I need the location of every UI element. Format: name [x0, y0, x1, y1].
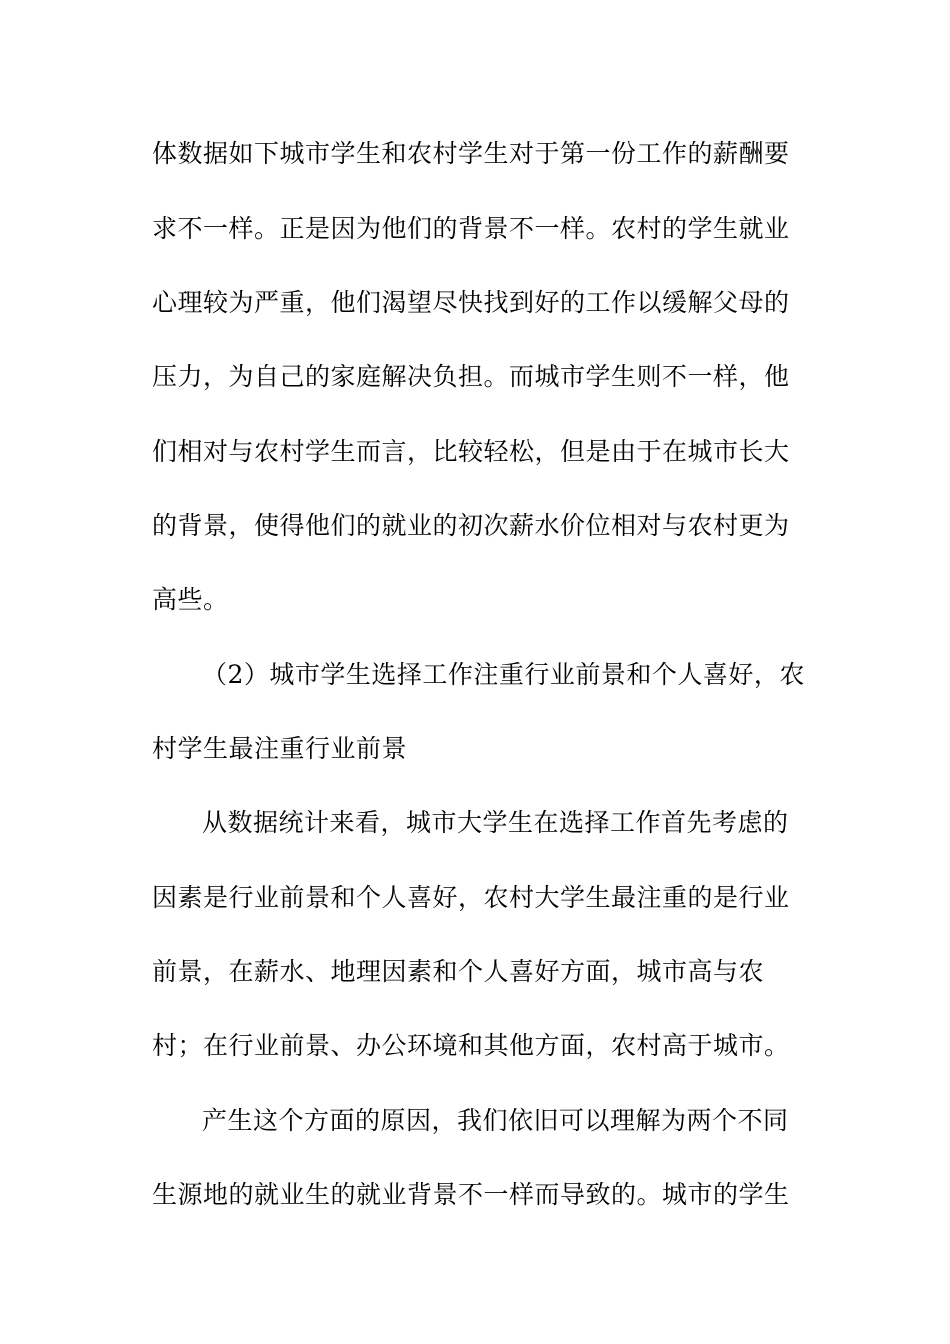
- text-line: 高些。: [152, 585, 229, 614]
- text-line: 们相对与农村学生而言，比较轻松，但是由于在城市长大: [152, 437, 790, 466]
- section-heading-line: （2）城市学生选择工作注重行业前景和个人喜好，农: [202, 660, 805, 689]
- section-heading-line: 村学生最注重行业前景: [152, 734, 408, 763]
- text-line: 从数据统计来看，城市大学生在选择工作首先考虑的: [202, 808, 789, 837]
- text-line: 的背景，使得他们的就业的初次薪水价位相对与农村更为: [152, 511, 790, 540]
- text-line: 村；在行业前景、办公环境和其他方面，农村高于城市。: [152, 1031, 790, 1060]
- text-line: 心理较为严重，他们渴望尽快找到好的工作以缓解父母的: [152, 288, 790, 317]
- text-line: 生源地的就业生的就业背景不一样而导致的。城市的学生: [152, 1180, 790, 1209]
- text-line: 压力，为自己的家庭解决负担。而城市学生则不一样，他: [152, 362, 790, 391]
- text-line: 体数据如下城市学生和农村学生对于第一份工作的薪酬要: [152, 139, 790, 168]
- text-line: 因素是行业前景和个人喜好，农村大学生最注重的是行业: [152, 883, 790, 912]
- text-line: 产生这个方面的原因，我们依旧可以理解为两个不同: [202, 1106, 789, 1135]
- text-line: 求不一样。正是因为他们的背景不一样。农村的学生就业: [152, 214, 790, 243]
- text-line: 前景，在薪水、地理因素和个人喜好方面，城市高与农: [152, 957, 765, 986]
